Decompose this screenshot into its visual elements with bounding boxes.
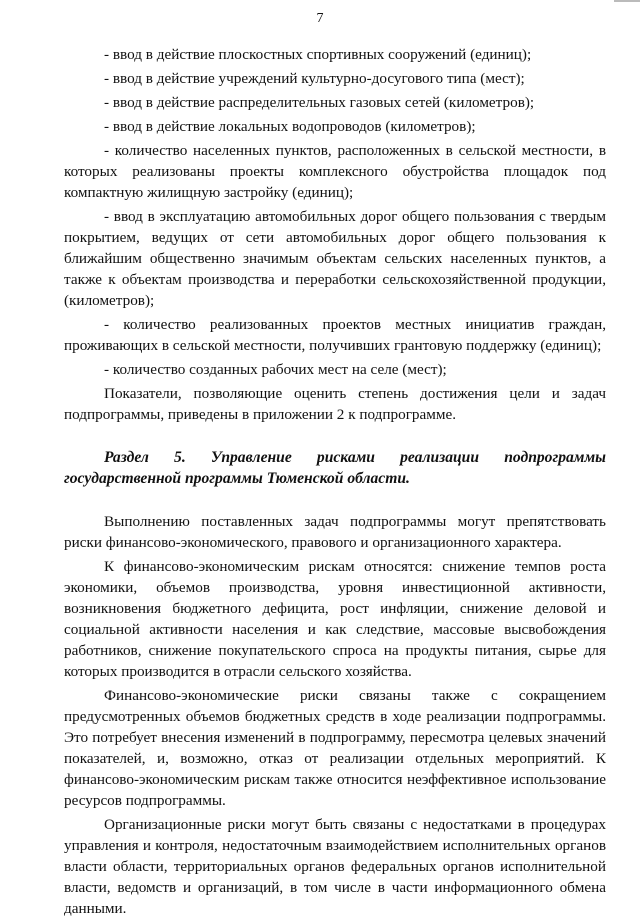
paragraph: Выполнению поставленных задач подпрограммы могут препятствовать риски финансово-экономического, правового и организационного характера. (64, 513, 606, 551)
section-heading (64, 447, 606, 489)
list-item: - ввод в действие распределительных газовых сетей (километров); (104, 94, 535, 111)
document-body (64, 44, 606, 919)
list-item: - количество населенных пунктов, расположенных в сельской местности, в которых реализованы проекты комплексного обустройства площадок под компактную жилищную застройку (единиц); (64, 142, 606, 201)
paragraph: Организационные риски могут быть связаны с недостатками в процедурах управления и контроля, недостаточным взаимодействием исполнительных органов власти области, территориальных органов федеральных органов исполнительной власти, ведомств и организаций, в том числе в части информационного обмена данными. (64, 816, 606, 917)
paragraph: Финансово-экономические риски связаны также с сокращением предусмотренных объемов бюджетных средств в ходе реализации подпрограммы. Это потребует внесения изменений в подпрограмму, пересмотра целевых значений показателей, и, возможно, отказ от реализации отдельных мероприятий. К финансово-экономическим рискам также относится неэффективное использование ресурсов подпрограммы. (64, 687, 606, 809)
section-heading-line2: государственной программы Тюменской области. (64, 470, 410, 487)
list-item: - ввод в действие локальных водопроводов (километров); (104, 118, 476, 135)
list-item: - ввод в действие плоскостных спортивных сооружений (единиц); (104, 46, 532, 63)
corner-mark (614, 0, 640, 2)
list-item: - количество реализованных проектов местных инициатив граждан, проживающих в сельской местности, получивших грантовую поддержку (единиц); (64, 316, 606, 354)
list-item: - ввод в эксплуатацию автомобильных дорог общего пользования с твердым покрытием, ведущих от сети автомобильных дорог общего пользования к ближайшим общественно значимым объектам сельских населенных пунктов, а также к объектам производства и переработки сельскохозяйственной продукции, (километров); (64, 208, 606, 309)
page-number: 7 (316, 11, 324, 26)
section-heading-line1: Раздел 5. Управление рисками реализации подпрограммы (104, 449, 606, 466)
indicators-note: Показатели, позволяющие оценить степень достижения цели и задач подпрограммы, приведены в приложении 2 к подпрограмме. (64, 385, 606, 423)
list-item: - количество созданных рабочих мест на селе (мест); (104, 361, 447, 378)
paragraph: К финансово-экономическим рискам относятся: снижение темпов роста экономики, объемов производства, уровня инвестиционной активности, возникновения бюджетного дефицита, рост инфляции, снижение деловой и социальной активности населения и как следствие, массовые высвобождения работников, снижение покупательского спроса на продукты питания, сырье для которых производится в отрасли сельского хозяйства. (64, 558, 606, 680)
list-item: - ввод в действие учреждений культурно-досугового типа (мест); (104, 70, 525, 87)
